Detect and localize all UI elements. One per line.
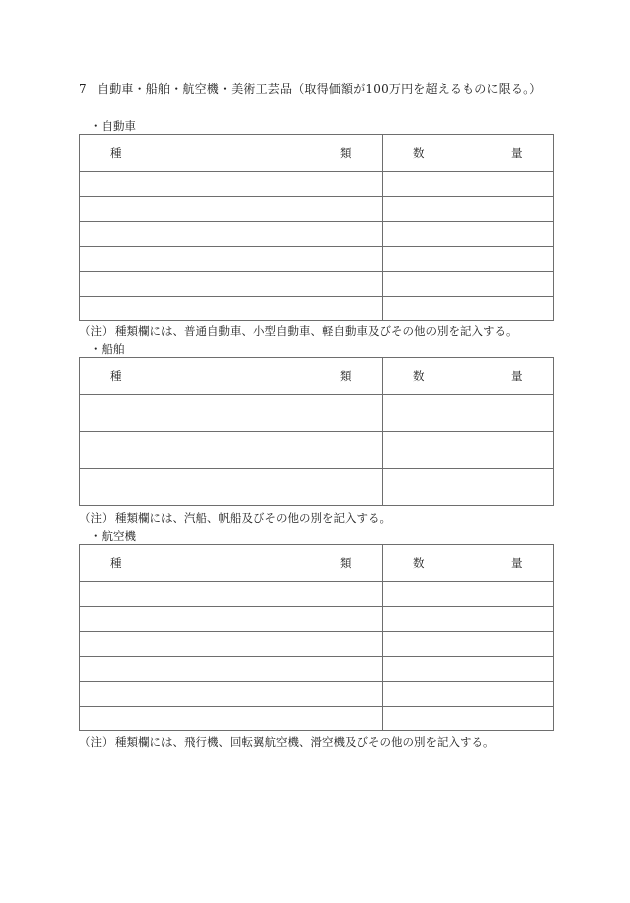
type-cell[interactable] [80, 272, 383, 297]
table-row [80, 197, 554, 222]
quantity-column-header: 数 量 [383, 358, 554, 395]
quantity-cell[interactable] [383, 197, 554, 222]
type-cell[interactable] [80, 247, 383, 272]
table-row [80, 172, 554, 197]
quantity-cell[interactable] [383, 582, 554, 607]
section-heading [79, 80, 542, 97]
quantity-column-header: 数 量 [383, 135, 554, 172]
quantity-cell[interactable] [383, 432, 554, 469]
vessel-table [79, 357, 554, 506]
aircraft-table [79, 544, 554, 731]
table-row [80, 297, 554, 321]
type-column-header: 種 類 [80, 545, 383, 582]
table-header-row [80, 358, 554, 395]
table-row [80, 272, 554, 297]
table-row [80, 432, 554, 469]
type-cell[interactable] [80, 582, 383, 607]
type-cell[interactable] [80, 172, 383, 197]
quantity-cell[interactable] [383, 469, 554, 506]
type-cell[interactable] [80, 432, 383, 469]
quantity-cell[interactable] [383, 657, 554, 682]
subheading-vessel: ・船舶 [90, 342, 125, 356]
type-column-header: 種 類 [80, 135, 383, 172]
type-cell[interactable] [80, 632, 383, 657]
table-header-row [80, 545, 554, 582]
subheading-aircraft: ・航空機 [90, 529, 136, 543]
table-row [80, 682, 554, 707]
quantity-cell[interactable] [383, 682, 554, 707]
table-row [80, 395, 554, 432]
type-cell[interactable] [80, 607, 383, 632]
quantity-cell[interactable] [383, 272, 554, 297]
table-row [80, 707, 554, 731]
quantity-cell[interactable] [383, 707, 554, 731]
section-title: 自動車・船舶・航空機・美術工芸品（取得価額が100万円を超えるものに限る。） [97, 82, 542, 96]
automobile-table [79, 134, 554, 321]
table-row [80, 632, 554, 657]
type-cell[interactable] [80, 469, 383, 506]
quantity-cell[interactable] [383, 222, 554, 247]
type-cell[interactable] [80, 395, 383, 432]
type-cell[interactable] [80, 297, 383, 321]
subheading-automobile: ・自動車 [90, 119, 136, 133]
quantity-cell[interactable] [383, 297, 554, 321]
table-row [80, 607, 554, 632]
table-row [80, 222, 554, 247]
table-row [80, 657, 554, 682]
table-header-row [80, 135, 554, 172]
table-row [80, 582, 554, 607]
type-cell[interactable] [80, 657, 383, 682]
type-cell[interactable] [80, 682, 383, 707]
table-row [80, 469, 554, 506]
quantity-cell[interactable] [383, 395, 554, 432]
note-automobile: （注） 種類欄には、普通自動車、小型自動車、軽自動車及びその他の別を記入する。 [79, 324, 518, 338]
table-row [80, 247, 554, 272]
quantity-cell[interactable] [383, 247, 554, 272]
type-column-header: 種 類 [80, 358, 383, 395]
note-vessel: （注） 種類欄には、汽船、帆船及びその他の別を記入する。 [79, 511, 391, 525]
type-cell[interactable] [80, 222, 383, 247]
quantity-cell[interactable] [383, 632, 554, 657]
quantity-cell[interactable] [383, 607, 554, 632]
quantity-column-header: 数 量 [383, 545, 554, 582]
type-cell[interactable] [80, 707, 383, 731]
note-aircraft: （注） 種類欄には、飛行機、回転翼航空機、滑空機及びその他の別を記入する。 [79, 735, 495, 749]
type-cell[interactable] [80, 197, 383, 222]
section-number: 7 [79, 82, 87, 96]
quantity-cell[interactable] [383, 172, 554, 197]
